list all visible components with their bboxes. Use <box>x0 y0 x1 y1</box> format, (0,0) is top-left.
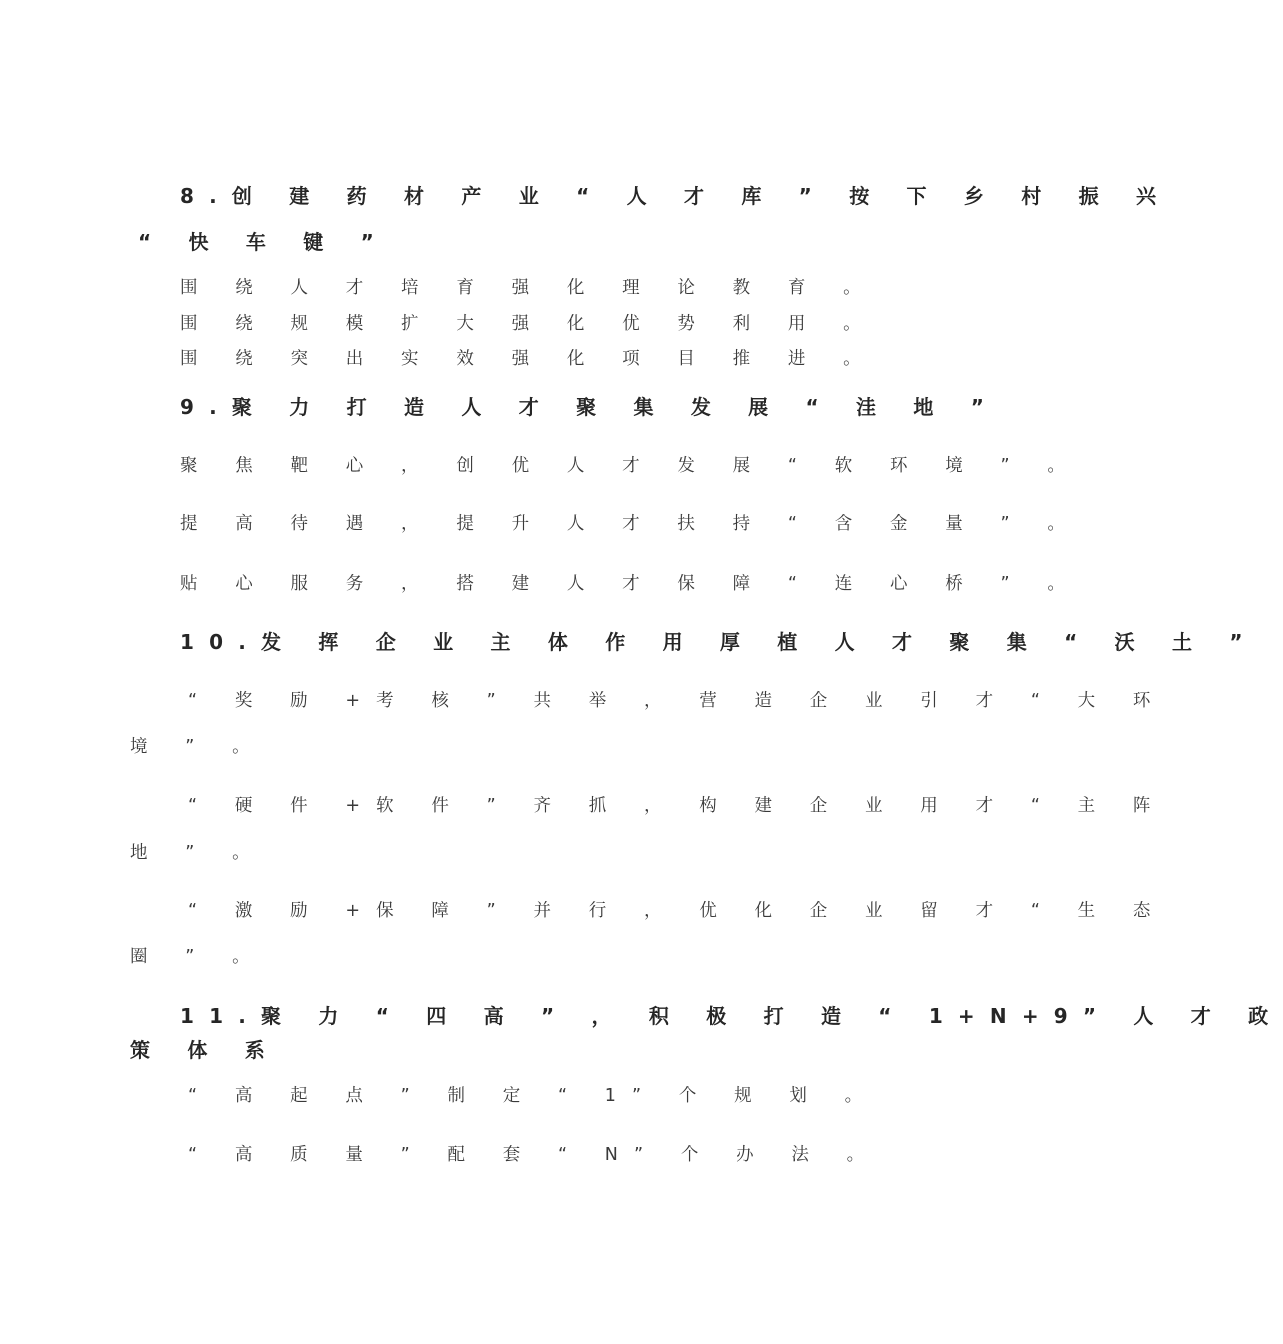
section-11-heading-line-1: 11.聚 力 “ 四 高 ” ， 积 极 打 造 “ 1+N+9” 人 才 政 <box>180 1004 1283 1028</box>
section-10-item-1-line-1: “ 奖 励 +考 核 ” 共 举 ， 营 造 企 业 引 才 “ 大 环 <box>188 691 1167 711</box>
section-10-item-1-line-2: 境 ” 。 <box>130 737 266 757</box>
section-9-item-3: 贴 心 服 务 ， 搭 建 人 才 保 障 “ 连 心 桥 ” 。 <box>180 574 1081 594</box>
section-9-item-1: 聚 焦 靶 心 ， 创 优 人 才 发 展 “ 软 环 境 ” 。 <box>180 456 1081 476</box>
section-9-heading: 9.聚 力 打 造 人 才 聚 集 发 展 “ 洼 地 ” <box>180 395 1000 419</box>
section-8-item-3: 围 绕 突 出 实 效 强 化 项 目 推 进 。 <box>180 349 877 369</box>
section-8-item-1: 围 绕 人 才 培 育 强 化 理 论 教 育 。 <box>180 278 877 298</box>
section-11-heading-line-2: 策 体 系 <box>130 1038 280 1062</box>
section-11-item-2: “ 高 质 量 ” 配 套 “ N” 个 办 法 。 <box>188 1145 881 1165</box>
section-11-item-1: “ 高 起 点 ” 制 定 “ 1” 个 规 划 。 <box>188 1086 879 1106</box>
section-9-item-2: 提 高 待 遇 ， 提 升 人 才 扶 持 “ 含 金 量 ” 。 <box>180 514 1081 534</box>
section-8-heading-line-2: “ 快 车 键 ” <box>138 230 389 254</box>
section-10-heading: 10.发 挥 企 业 主 体 作 用 厚 植 人 才 聚 集 “ 沃 土 ” <box>180 630 1258 654</box>
section-10-item-3-line-1: “ 激 励 +保 障 ” 并 行 ， 优 化 企 业 留 才 “ 生 态 <box>188 901 1167 921</box>
section-8-item-2: 围 绕 规 模 扩 大 强 化 优 势 利 用 。 <box>180 314 877 334</box>
section-10-item-2-line-1: “ 硬 件 +软 件 ” 齐 抓 ， 构 建 企 业 用 才 “ 主 阵 <box>188 796 1167 816</box>
section-10-item-2-line-2: 地 ” 。 <box>130 843 266 863</box>
section-10-item-3-line-2: 圈 ” 。 <box>130 947 266 967</box>
section-8-heading-line-1: 8.创 建 药 材 产 业 “ 人 才 库 ” 按 下 乡 村 振 兴 <box>180 184 1172 208</box>
